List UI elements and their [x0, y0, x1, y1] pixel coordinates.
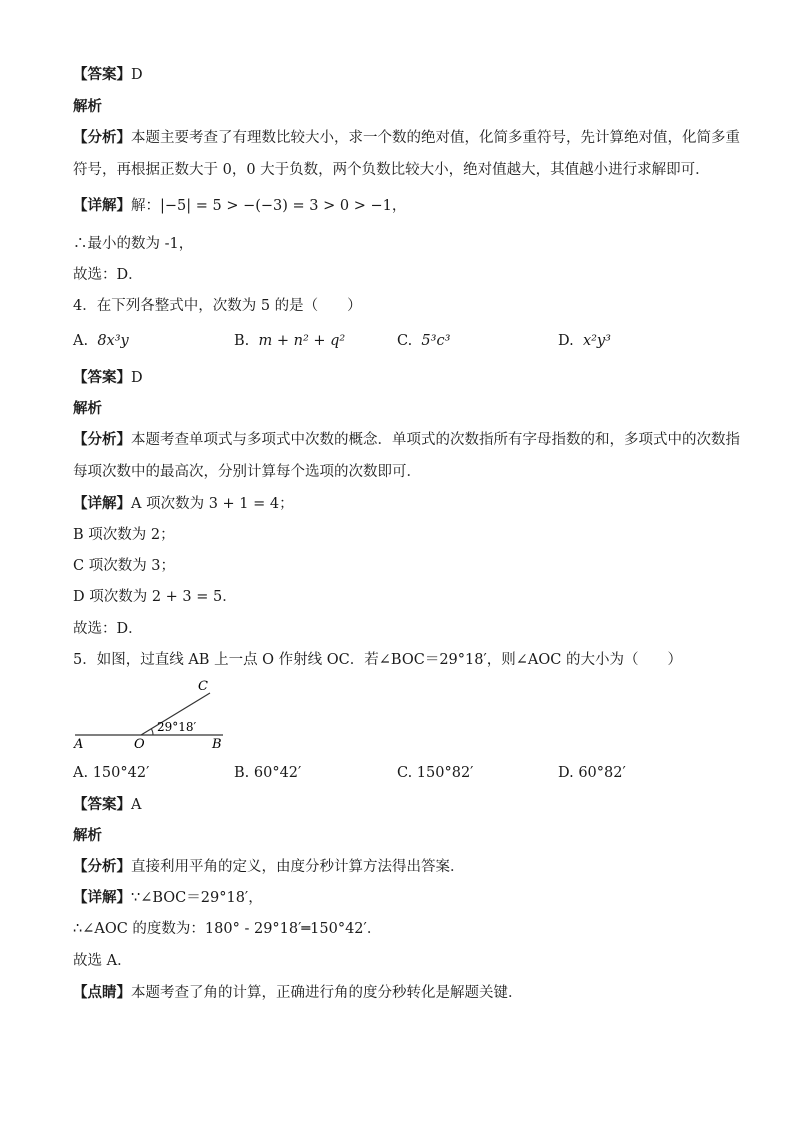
q4-detail-a — [73, 494, 294, 514]
q5-choose: 故选 A． — [73, 953, 132, 969]
analysis-label: 【分析】 — [73, 129, 131, 146]
q5-answer-line — [73, 795, 141, 815]
q3-conclusion: ∴最小的数为 -1， — [73, 236, 194, 252]
q3-answer-line — [73, 65, 143, 85]
remark-text: 本题考查了角的计算，正确进行角的度分秒转化是解题关键． — [131, 985, 523, 1001]
detail-label: 【详解】 — [73, 889, 131, 906]
q5-remark-line — [73, 983, 523, 1003]
option-value: 60°82′ — [578, 765, 626, 781]
q5-question: 5．如图，过直线 AB 上一点 O 作射线 OC．若∠BOC＝29°18′，则∠AOC 的大小为（ ） — [73, 652, 682, 668]
detail-label: 【详解】 — [73, 495, 131, 512]
q5-option-c — [397, 763, 473, 783]
angle-arc — [152, 729, 154, 735]
detail-text: A 项次数为 3 + 1 = 4； — [131, 496, 294, 512]
answer-label: 【答案】 — [73, 369, 131, 386]
option-expr: x²y³ — [582, 333, 611, 349]
label-b: B — [212, 737, 222, 751]
q4-jiexi-heading: 解析 — [73, 400, 102, 417]
q5-jiexi-heading: 解析 — [73, 827, 102, 844]
q4-detail-c: C 项次数为 3； — [73, 558, 176, 574]
option-value: 60°42′ — [253, 765, 302, 781]
option-letter: D. — [558, 765, 574, 781]
q5-conclusion: ∴∠AOC 的度数为：180° - 29°18′═150°42′． — [73, 921, 382, 937]
answer-value: D — [131, 67, 143, 83]
angle-figure — [73, 679, 228, 751]
q3-choose: 故选：D． — [73, 267, 143, 283]
q5-option-b — [234, 763, 301, 783]
option-value: 150°82′ — [416, 765, 474, 781]
q4-analysis-line2: 每项次数中的最高次，分别计算每个选项的次数即可． — [73, 464, 421, 480]
option-letter: C. — [397, 765, 413, 781]
q4-question: 4．在下列各整式中，次数为 5 的是（ ） — [73, 298, 362, 314]
q4-option-d — [558, 331, 611, 351]
remark-label: 【点睛】 — [73, 984, 131, 1001]
option-letter: B. — [234, 765, 250, 781]
answer-label: 【答案】 — [73, 66, 131, 83]
option-expr: m + n² + q² — [258, 333, 346, 349]
analysis-text: 本题主要考查了有理数比较大小，求一个数的绝对值，化简多重符号，先计算绝对值，化简多重 — [131, 130, 740, 146]
answer-label: 【答案】 — [73, 796, 131, 813]
q5-analysis-line — [73, 857, 465, 877]
label-c: C — [198, 679, 208, 694]
q4-option-b — [234, 331, 345, 351]
q3-detail-line — [73, 196, 406, 216]
label-a: A — [74, 737, 84, 751]
analysis-label: 【分析】 — [73, 431, 131, 448]
q4-answer-line — [73, 368, 143, 388]
answer-value: D — [131, 370, 143, 386]
q4-choose: 故选：D． — [73, 621, 143, 637]
detail-text: ∵∠BOC＝29°18′， — [131, 890, 263, 906]
q4-option-c — [397, 331, 450, 351]
option-letter: A. — [73, 765, 89, 781]
q3-analysis-line2: 符号，再根据正数大于 0，0 大于负数，两个负数比较大小，绝对值越大，其值越小进行求解即可． — [73, 162, 710, 178]
q3-analysis-line1 — [73, 128, 740, 148]
q5-option-a — [73, 763, 149, 783]
option-letter: B. — [234, 333, 250, 349]
answer-value: A — [131, 797, 142, 813]
label-o: O — [134, 737, 145, 751]
detail-text: 解：|−5| = 5 > −(−3) = 3 > 0 > −1， — [131, 198, 407, 214]
q4-detail-d: D 项次数为 2 + 3 = 5． — [73, 589, 237, 605]
q4-detail-b: B 项次数为 2； — [73, 527, 175, 543]
q4-option-a — [73, 331, 129, 351]
analysis-text: 直接利用平角的定义，由度分秒计算方法得出答案． — [131, 859, 465, 875]
analysis-label: 【分析】 — [73, 858, 131, 875]
option-expr: 5³c³ — [421, 333, 451, 349]
angle-value-label: 29°18′ — [157, 720, 197, 734]
q5-detail-line — [73, 888, 263, 908]
option-letter: A. — [73, 333, 89, 349]
detail-label: 【详解】 — [73, 197, 131, 214]
q3-jiexi-heading: 解析 — [73, 98, 102, 115]
q5-option-d — [558, 763, 626, 783]
option-value: 150°42′ — [92, 765, 150, 781]
analysis-text: 本题考查单项式与多项式中次数的概念．单项式的次数指所有字母指数的和，多项式中的次数指 — [131, 432, 740, 448]
option-letter: D. — [558, 333, 574, 349]
q4-analysis-line1 — [73, 430, 740, 450]
option-expr: 8x³y — [97, 333, 129, 349]
option-letter: C. — [397, 333, 413, 349]
